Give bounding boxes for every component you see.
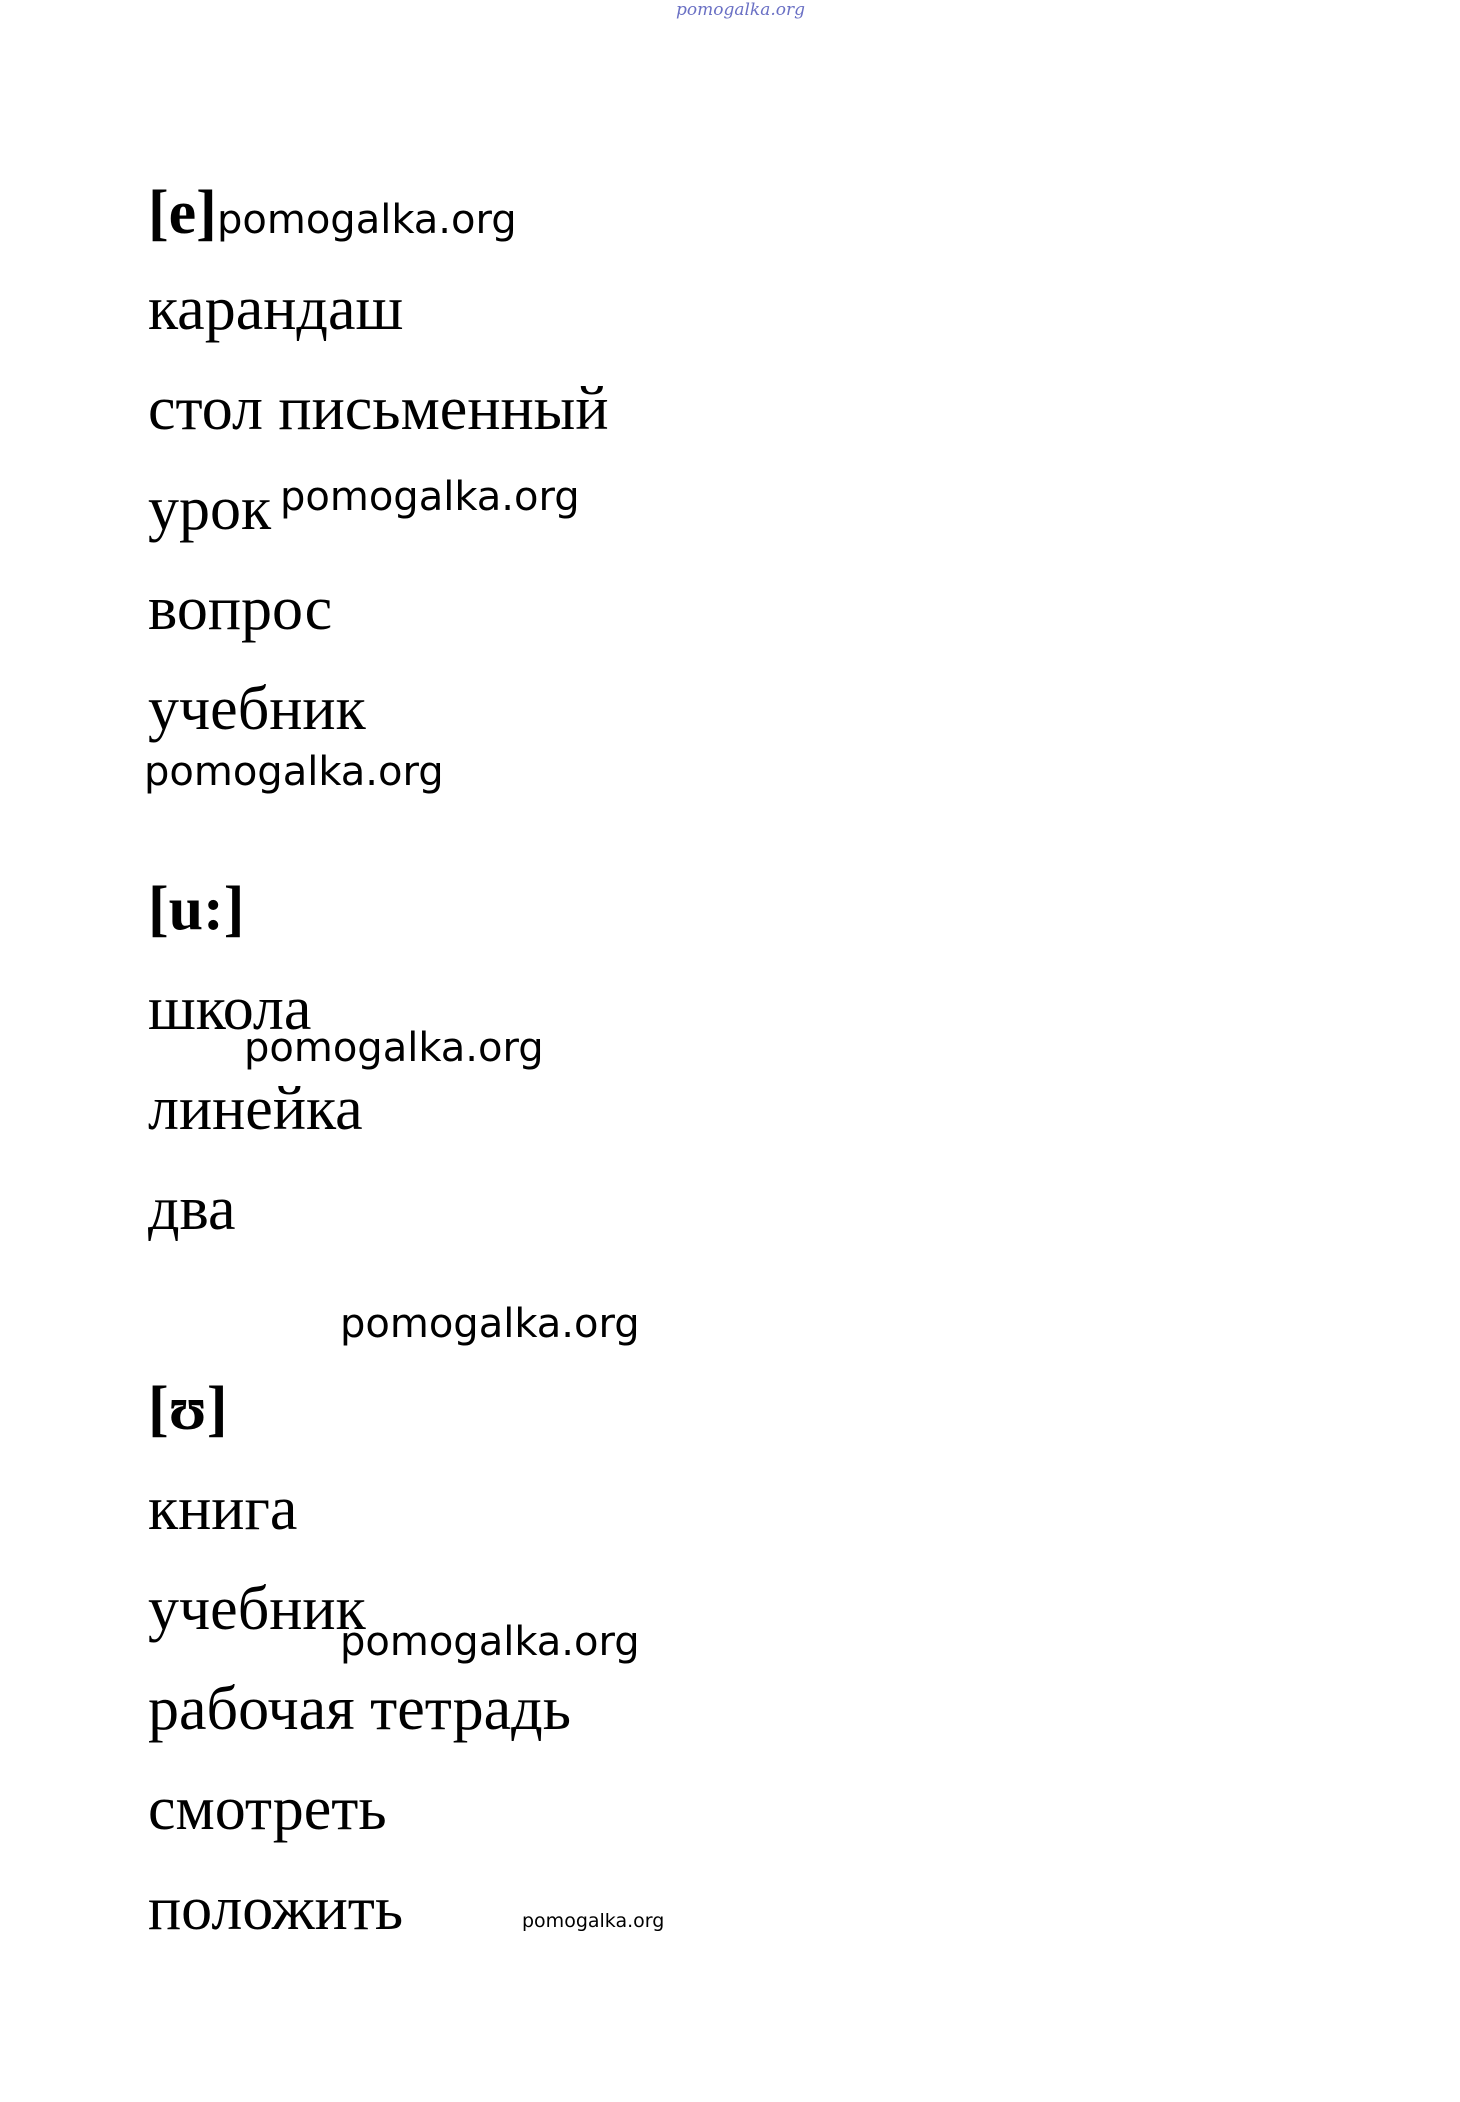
- vocab-word: смотреть: [148, 1775, 387, 1843]
- vocab-word: книга: [148, 1475, 298, 1543]
- sound-heading-u-long: [u:]: [148, 875, 245, 943]
- sound-heading-u-short: [ʊ]: [148, 1375, 228, 1443]
- top-watermark: pomogalka.org: [676, 0, 806, 20]
- watermark: pomogalka.org: [144, 749, 444, 795]
- vocab-word: вопрос: [148, 575, 333, 643]
- vocab-word: учебник: [148, 675, 366, 743]
- watermark: pomogalka.org: [244, 1025, 544, 1071]
- watermark: pomogalka.org: [217, 197, 517, 243]
- vocab-word: линейка: [148, 1075, 363, 1143]
- vocab-word: стол письменный: [148, 375, 609, 443]
- vocab-word: два: [148, 1175, 236, 1243]
- vocab-word: урок: [148, 475, 272, 543]
- vocab-word: учебник: [148, 1575, 366, 1643]
- watermark: pomogalka.org: [522, 1910, 665, 1932]
- watermark: pomogalka.org: [340, 1301, 640, 1347]
- watermark: pomogalka.org: [280, 474, 580, 520]
- vocab-word: карандаш: [148, 275, 404, 343]
- vocab-word: положить: [148, 1875, 404, 1943]
- sound-heading-e: [e]: [148, 179, 217, 247]
- vocab-word: рабочая тетрадь: [148, 1675, 571, 1743]
- vocab-word: школа: [148, 975, 312, 1043]
- watermark: pomogalka.org: [340, 1619, 640, 1665]
